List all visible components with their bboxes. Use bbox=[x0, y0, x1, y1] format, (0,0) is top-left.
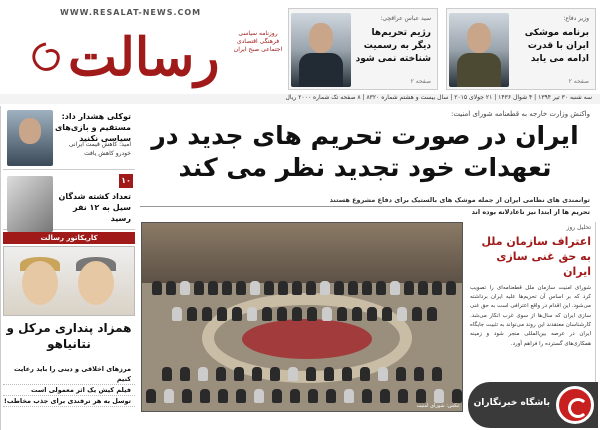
story-photo bbox=[7, 176, 53, 232]
date-strip: سه شنبه ۳۰ تیر ۱۳۹۴ | ۴ شوال ۱۴۳۶ | ۲۱ جولای ۲۰۱۵ | سال بیست و هشتم شماره ۸۳۲۰ | ۸ صفحه تک شماره ۲۰۰۰ ریال bbox=[0, 94, 600, 104]
teaser-kicker: وزیر دفاع: bbox=[563, 15, 589, 22]
left-column bbox=[0, 106, 135, 430]
person-figure bbox=[236, 389, 246, 403]
person-figure bbox=[162, 367, 172, 381]
person-figure bbox=[172, 307, 182, 321]
person-figure bbox=[337, 307, 347, 321]
person-figure bbox=[217, 307, 227, 321]
person-figure bbox=[344, 389, 354, 403]
main-bar-text: تحریم ها از ابتدا نیز ناعادلانه بوده اند bbox=[140, 206, 590, 216]
person-figure bbox=[432, 367, 442, 381]
left-bullet-list bbox=[3, 364, 135, 407]
person-figure bbox=[187, 307, 197, 321]
list-item[interactable]: توسل به هر ترفندی برای جذب مخاطب! bbox=[3, 396, 135, 407]
person-figure bbox=[290, 389, 300, 403]
person-figure bbox=[166, 281, 176, 295]
side-kicker: تحلیل روز bbox=[566, 224, 591, 231]
person-figure bbox=[292, 307, 302, 321]
person-figure bbox=[306, 281, 316, 295]
person-figure bbox=[396, 367, 406, 381]
person-figure bbox=[234, 367, 244, 381]
crowd bbox=[142, 263, 463, 412]
left-story-tavakoli[interactable] bbox=[3, 106, 135, 170]
person-figure bbox=[326, 389, 336, 403]
side-title: اعتراف سازمان ملل به حق غنی سازی ایران bbox=[481, 235, 591, 278]
yjc-logo-icon bbox=[556, 386, 594, 424]
person-figure bbox=[180, 281, 190, 295]
person-figure bbox=[272, 389, 282, 403]
site-url[interactable]: WWW.RESALAT-NEWS.COM bbox=[60, 8, 202, 17]
person-figure bbox=[180, 367, 190, 381]
person-figure bbox=[194, 281, 204, 295]
teaser-photo bbox=[449, 13, 509, 87]
person-figure bbox=[202, 307, 212, 321]
teaser-headline: برنامه موشکی ایران با قدرت ادامه می یابد bbox=[524, 28, 589, 65]
person-figure bbox=[434, 389, 444, 403]
person-figure bbox=[182, 389, 192, 403]
person-figure bbox=[247, 307, 257, 321]
person-figure bbox=[216, 367, 226, 381]
logo-text: رسالت bbox=[68, 27, 220, 88]
person-figure bbox=[250, 281, 260, 295]
person-figure bbox=[432, 281, 442, 295]
person-figure bbox=[418, 281, 428, 295]
left-story-title: توکلی هشدار داد: مستقیم و بازی‌های سیاسی نکنید bbox=[54, 112, 131, 143]
person-figure bbox=[146, 389, 156, 403]
list-item[interactable]: فیلم کیش یک اثر معمولی است bbox=[3, 385, 135, 396]
person-figure bbox=[252, 367, 262, 381]
person-figure bbox=[324, 367, 334, 381]
left-story-sub: امید: کاهش قیمت ایرانی خودرو کاهش یافت bbox=[68, 141, 131, 157]
cartoon-image[interactable] bbox=[3, 246, 135, 316]
person-figure bbox=[322, 307, 332, 321]
person-figure bbox=[208, 281, 218, 295]
security-council-photo[interactable] bbox=[141, 222, 463, 412]
person-figure bbox=[254, 389, 264, 403]
person-figure bbox=[397, 307, 407, 321]
tagline: روزنامه سیاسی فرهنگی اقتصادی اجتماعی صبح ایران bbox=[233, 30, 283, 53]
person-figure bbox=[427, 307, 437, 321]
main-kicker: واکنش وزارت خارجه به قطعنامه شورای امنیت: bbox=[451, 110, 590, 118]
left-story-title: تعداد کشته شدگان سیل به ۱۲ نفر رسید bbox=[58, 192, 131, 223]
person-figure bbox=[262, 307, 272, 321]
footer-badge-label: باشگاه خبرنگاران bbox=[473, 398, 550, 408]
left-story-flood[interactable] bbox=[3, 172, 135, 230]
list-item[interactable]: مرزهای اخلاقی و دینی را باید رعایت کنیم bbox=[3, 364, 135, 385]
photo-caption: عکس: شورای امنیت bbox=[416, 403, 460, 409]
person-figure bbox=[378, 367, 388, 381]
story-photo bbox=[7, 110, 53, 166]
person-figure bbox=[222, 281, 232, 295]
teaser-defense-minister[interactable] bbox=[446, 8, 596, 90]
person-figure bbox=[414, 367, 424, 381]
person-figure bbox=[277, 307, 287, 321]
newspaper-logo[interactable] bbox=[18, 22, 258, 92]
cartoon-section-label: کاریکاتور رسالت bbox=[3, 232, 135, 244]
person-figure bbox=[278, 281, 288, 295]
person-figure bbox=[264, 281, 274, 295]
cartoon-title[interactable]: همزاد پنداری مرکل و نتانیاهو bbox=[6, 321, 132, 352]
person-figure bbox=[352, 307, 362, 321]
person-figure bbox=[270, 367, 280, 381]
person-figure bbox=[320, 281, 330, 295]
teaser-kicker: سید عباس عراقچی: bbox=[380, 15, 431, 22]
person-figure bbox=[164, 389, 174, 403]
side-body: شورای امنیت سازمان ملل قطعنامه‌ای را تصویب کرد که بر اساس آن تحریم‌ها علیه ایران برداشته می‌شود. این اقدام در واقع اعترافی است به حق غنی سازی ایران که سال‌ها از سوی غرب انکار می‌شد. کارشناسان معتقدند این روند می‌تواند به تثبیت جایگاه ایران در عرصه بین‌المللی منجر شود و زمینه همکاری‌های گسترده را فراهم آورد. bbox=[470, 284, 591, 347]
person-figure bbox=[398, 389, 408, 403]
person-figure bbox=[362, 389, 372, 403]
person-figure bbox=[412, 307, 422, 321]
person-figure bbox=[308, 389, 318, 403]
person-figure bbox=[218, 389, 228, 403]
person-figure bbox=[236, 281, 246, 295]
person-figure bbox=[360, 367, 370, 381]
person-figure bbox=[334, 281, 344, 295]
person-figure bbox=[198, 367, 208, 381]
page-number-badge: ۱۰ bbox=[119, 174, 133, 188]
person-figure bbox=[348, 281, 358, 295]
person-figure bbox=[380, 389, 390, 403]
person-figure bbox=[446, 281, 456, 295]
person-figure bbox=[306, 367, 316, 381]
teaser-page-ref: صفحه ۲ bbox=[568, 78, 589, 85]
main-headline[interactable]: ایران در صورت تحریم های جدید در تعهدات خود تجدید نظر می کند bbox=[151, 121, 579, 182]
person-figure bbox=[404, 281, 414, 295]
logo-swirl-icon bbox=[26, 40, 66, 80]
teaser-page-ref: صفحه ۲ bbox=[410, 78, 431, 85]
person-figure bbox=[292, 281, 302, 295]
main-subline: توانمندی های نظامی ایران از جمله موشک های بالستیک برای دفاع مشروع هستند bbox=[329, 196, 590, 204]
person-figure bbox=[200, 389, 210, 403]
person-figure bbox=[376, 281, 386, 295]
teaser-photo bbox=[291, 13, 351, 87]
person-figure bbox=[452, 389, 462, 403]
person-figure bbox=[416, 389, 426, 403]
person-figure bbox=[367, 307, 377, 321]
person-figure bbox=[390, 281, 400, 295]
person-figure bbox=[307, 307, 317, 321]
teaser-araghchi[interactable] bbox=[288, 8, 438, 90]
person-figure bbox=[342, 367, 352, 381]
person-figure bbox=[152, 281, 162, 295]
person-figure bbox=[362, 281, 372, 295]
masthead bbox=[0, 0, 600, 100]
person-figure bbox=[382, 307, 392, 321]
teaser-headline: رژیم تحریم‌ها دیگر به رسمیت شناخته نمی شود bbox=[355, 28, 431, 65]
person-figure bbox=[232, 307, 242, 321]
person-figure bbox=[288, 367, 298, 381]
footer-badge[interactable] bbox=[468, 382, 598, 428]
